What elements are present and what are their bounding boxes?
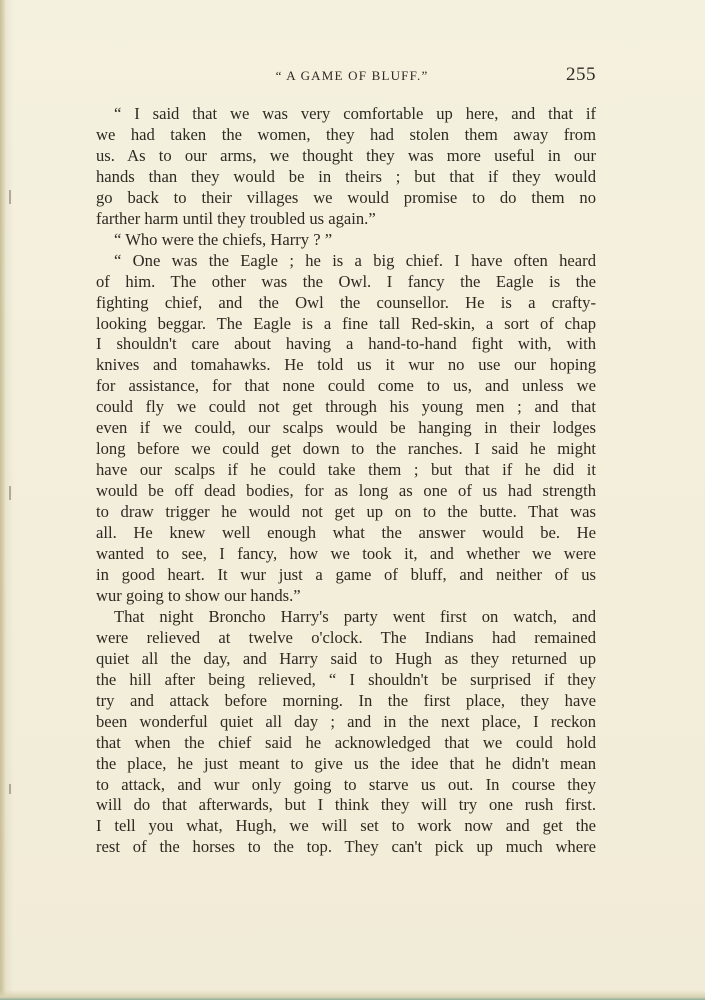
text-line: “ One was the Eagle ; he is a big chief. I have often heard: [114, 250, 596, 270]
text-line: the place, he just meant to give us the idee that he didn't mean: [96, 753, 596, 773]
text-line: That night Broncho Harry's party went first on watch, and: [114, 606, 596, 626]
text-line: “ I said that we was very comfortable up here, and that if: [114, 104, 596, 123]
text-line: to draw trigger he would not get up on to the butte. That was: [96, 502, 596, 522]
text-line: we had taken the women, they had stolen them away from: [96, 124, 596, 144]
text-line: rest of the horses to the top. They can't pick up much where: [96, 837, 596, 857]
text-line: all. He knew well enough what the answer would be. He: [96, 523, 596, 543]
text-line: farther harm until they troubled us again.”: [96, 208, 376, 228]
text-line: even if we could, our scalps would be hanging in their lodges: [96, 418, 596, 438]
page-number: 255: [566, 64, 596, 85]
text-line: wur going to show our hands.”: [96, 585, 301, 605]
text-line: have our scalps if he could take them ; but that if he did it: [96, 460, 596, 480]
text-line: I tell you what, Hugh, we will set to work now and get the: [96, 816, 596, 836]
text-line: knives and tomahawks. He told us it wur no use our hoping: [96, 355, 596, 375]
text-line: looking beggar. The Eagle is a fine tall Red-skin, a sort of chap: [96, 313, 596, 333]
text-line: “ Who were the chiefs, Harry ? ”: [114, 229, 333, 249]
margin-mark: [9, 784, 11, 794]
text-line: to attack, and wur only going to starve us out. In course they: [96, 774, 596, 794]
text-line: try and attack before morning. In the first place, they have: [96, 690, 596, 710]
text-line: for assistance, for that none could come to us, and unless we: [96, 376, 596, 396]
text-line: fighting chief, and the Owl the counsellor. He is a crafty-: [96, 292, 596, 312]
text-line: could fly we could not get through his young men ; and that: [96, 397, 596, 417]
text-line: long before we could get down to the ranches. I said he might: [96, 439, 596, 459]
margin-mark: [9, 190, 11, 204]
text-line: wanted to see, I fancy, how we took it, and whether we were: [96, 544, 596, 564]
page-binding-edge: [0, 0, 6, 1000]
text-line: would be off dead bodies, for as long as one of us had strength: [96, 481, 596, 501]
text-line: us. As to our arms, we thought they was more useful in our: [96, 145, 596, 165]
text-line: of him. The other was the Owl. I fancy the Eagle is the: [96, 271, 596, 291]
margin-mark: [9, 486, 11, 500]
text-line: that when the chief said he acknowledged that we could hold: [96, 732, 596, 752]
page-header: [108, 64, 596, 90]
text-line: I shouldn't care about having a hand-to-hand fight with, with: [96, 334, 596, 354]
running-head: “ A GAME OF BLUFF.”: [275, 68, 429, 83]
body-text: [96, 104, 596, 858]
text-line: the hill after being relieved, “ I shouldn't be surprised if they: [96, 669, 596, 689]
text-line: go back to their villages we would promise to do them no: [96, 187, 596, 207]
text-line: in good heart. It wur just a game of bluff, and neither of us: [96, 564, 596, 584]
text-line: quiet all the day, and Harry said to Hugh as they returned up: [96, 648, 596, 668]
text-line: hands than they would be in theirs ; but that if they would: [96, 166, 596, 186]
text-line: will do that afterwards, but I think they will try one rush first.: [96, 795, 596, 815]
text-line: been wonderful quiet all day ; and in the next place, I reckon: [96, 711, 596, 731]
page-bottom-edge: [0, 990, 705, 1000]
text-line: were relieved at twelve o'clock. The Indians had remained: [96, 627, 596, 647]
